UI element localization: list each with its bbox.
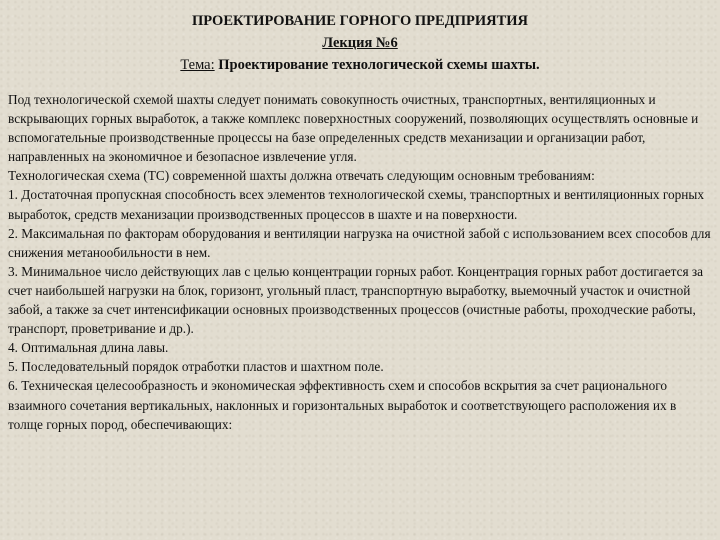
- body-text: [8, 90, 712, 434]
- topic-label: Тема:: [180, 57, 215, 73]
- requirement-item-2: 2. Максимальная по факторам оборудования и вентиляции нагрузка на очистной забой с использованием всех способов для снижения метанообильности в нем.: [8, 225, 711, 260]
- requirement-item-3: 3. Минимальное число действующих лав с целью концентрации горных работ. Концентрация горных работ достигается за счет наибольшей нагрузки на блок, горизонт, угольный пласт, транспортную выработку, выемочный участок и очистной забой, а также за счет интенсификации основных производственных процессов (очистные работы, проходческие работы, транспорт, проветривание и др.).: [8, 263, 704, 337]
- page-title: ПРОЕКТИРОВАНИЕ ГОРНОГО ПРЕДПРИЯТИЯ: [191, 13, 528, 29]
- paragraph-requirements-intro: Технологическая схема (ТС) современной шахты должна отвечать следующим основным требованиям:: [8, 168, 595, 184]
- slide-header: [8, 10, 712, 76]
- requirement-item-1: 1. Достаточная пропускная способность всех элементов технологической схемы, транспортных и вентиляционных горных выработок, средств механизации производственных процессов в шахте и на поверхности.: [8, 187, 705, 222]
- paragraph-definition: Под технологической схемой шахты следует понимать совокупность очистных, транспортных, вентиляционных и вскрывающих горных выработок, а также комплекс поверхностных сооружений, позволяющих осуществлять основные и вспомогательные производственные процессы на базе определенных средств механизации и организации работ, направленных на экономичное и безопасное извлечение угля.: [8, 92, 699, 165]
- topic-line: [8, 54, 712, 76]
- requirement-item-4: 4. Оптимальная длина лавы.: [8, 340, 169, 356]
- lecture-number: Лекция №6: [322, 35, 398, 51]
- topic-text: Проектирование технологической схемы шахты.: [218, 57, 540, 73]
- requirement-item-5: 5. Последовательный порядок отработки пластов и шахтном поле.: [8, 359, 384, 375]
- requirement-item-6: 6. Техническая целесообразность и экономическая эффективность схем и способов вскрытия за счет рационального взаимного сочетания вертикальных, наклонных и горизонтальных выработок и соответствующего расположения их в толще горных пород, обеспечивающих:: [8, 378, 677, 432]
